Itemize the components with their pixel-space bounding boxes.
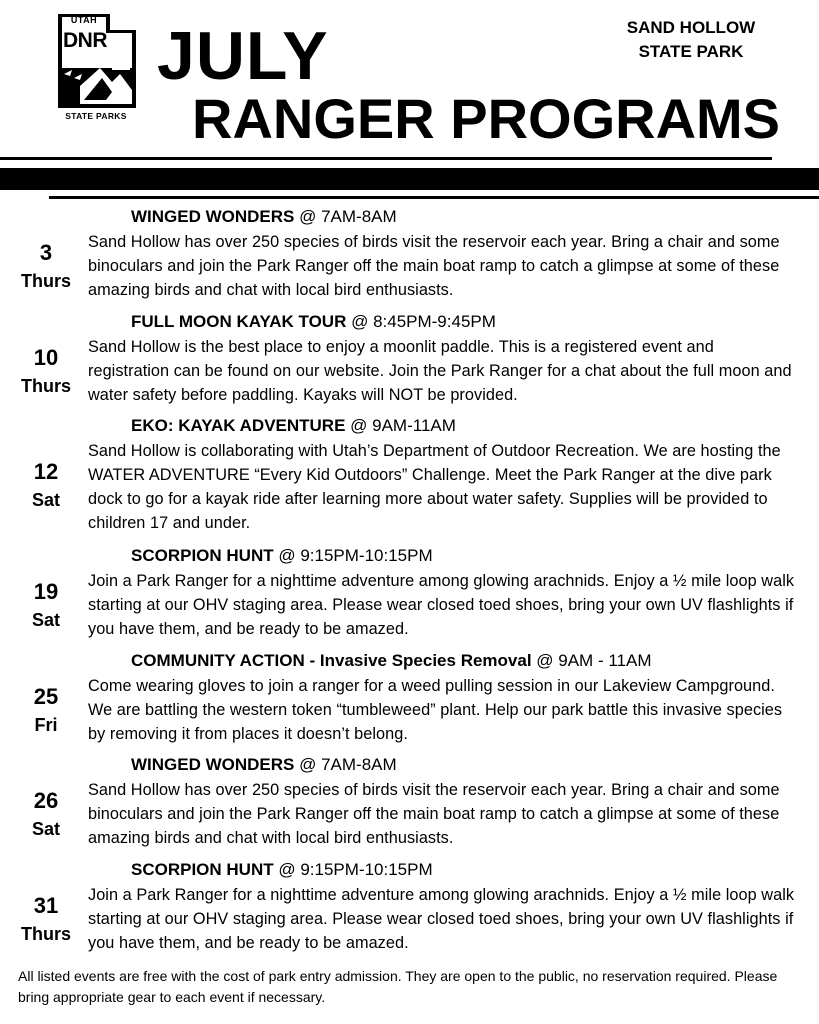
utah-state-outline-icon xyxy=(54,12,138,112)
event-name: WINGED WONDERS xyxy=(131,207,295,226)
logo-bottom-text: STATE PARKS xyxy=(65,111,127,121)
event-item xyxy=(0,858,819,963)
event-time: @ 9AM - 11AM xyxy=(531,650,652,670)
event-day-number: 25 xyxy=(33,683,59,709)
event-day-number: 10 xyxy=(33,344,59,370)
event-item xyxy=(0,414,819,544)
park-name-line2: STATE PARK xyxy=(638,42,744,61)
event-date xyxy=(0,458,92,514)
event-weekday: Sat xyxy=(31,819,60,839)
utah-dnr-state-parks-logo xyxy=(54,12,138,120)
event-weekday: Thurs xyxy=(20,375,71,396)
event-name: SCORPION HUNT xyxy=(131,859,274,879)
event-day-number: 12 xyxy=(33,459,59,484)
event-weekday: Thurs xyxy=(20,271,71,291)
event-item xyxy=(0,649,819,754)
event-title xyxy=(131,205,397,229)
event-item xyxy=(0,310,819,415)
event-name: WINGED WONDERS xyxy=(131,755,295,774)
event-weekday: Thurs xyxy=(20,923,71,944)
footer-note: All listed events are free with the cost of park entry admission. They are open to the public, no reservation required. Please bring appropriate gear to each event if necessary. xyxy=(18,968,778,1005)
event-weekday: Fri xyxy=(34,714,58,735)
event-time: @ 9:15PM-10:15PM xyxy=(273,859,433,879)
event-description: Sand Hollow is collaborating with Utah’s Department of Outdoor Recreation. We are hosting the WATER ADVENTURE “Every Kid Outdoors” Challenge. Meet the Park Ranger at the dive park dock to go for a kayak ride after learning more about water safety. Supplies will be provided to children 17 and under. xyxy=(88,442,781,532)
header-divider-thick xyxy=(0,168,819,190)
event-time: @ 7AM-8AM xyxy=(294,755,397,774)
logo-top-text: UTAH xyxy=(70,15,98,25)
event-item xyxy=(0,205,819,310)
park-name xyxy=(601,16,781,64)
event-date xyxy=(0,683,92,739)
park-name-line1: SAND HOLLOW xyxy=(626,18,756,37)
event-description: Sand Hollow has over 250 species of birds visit the reservoir each year. Bring a chair and some binoculars and join the Park Ranger off the main boat ramp to catch a glimpse at some of these amazing birds and chat with local bird enthusiasts. xyxy=(88,781,780,847)
event-date xyxy=(0,578,92,634)
header-divider-thin-top xyxy=(0,157,772,160)
event-day-number: 19 xyxy=(33,579,59,604)
event-title xyxy=(131,753,397,777)
event-description: Join a Park Ranger for a nighttime adventure among glowing arachnids. Enjoy a ½ mile loop walk starting at our OHV staging area. Please wear closed toed shoes, bring your own UV flashlights if you have them, and be ready to be amazed. xyxy=(88,572,795,638)
event-description: Sand Hollow is the best place to enjoy a moonlit paddle. This is a registered event and registration can be found on our website. Join the Park Ranger for a chat about the full moon and water safety before paddling. Kayaks will NOT be provided. xyxy=(88,337,792,404)
event-weekday: Sat xyxy=(31,610,60,630)
page-title: RANGER PROGRAMS xyxy=(192,87,781,150)
event-time: @ 8:45PM-9:45PM xyxy=(346,311,496,331)
event-name: SCORPION HUNT xyxy=(131,546,274,565)
page-title-month: JULY xyxy=(157,18,329,94)
event-description: Sand Hollow has over 250 species of birds visit the reservoir each year. Bring a chair and some binoculars and join the Park Ranger off the main boat ramp to catch a glimpse at some of these amazing birds and chat with local bird enthusiasts. xyxy=(88,233,780,299)
event-time: @ 9:15PM-10:15PM xyxy=(273,546,433,565)
event-list xyxy=(0,205,819,962)
event-item xyxy=(0,544,819,649)
event-title xyxy=(131,649,651,673)
logo-main-text: DNR xyxy=(63,29,107,52)
event-name: FULL MOON KAYAK TOUR xyxy=(131,311,347,331)
header-divider-thin-bottom xyxy=(49,196,819,199)
event-weekday: Sat xyxy=(31,490,60,510)
event-date xyxy=(0,239,92,295)
event-description: Join a Park Ranger for a nighttime adventure among glowing arachnids. Enjoy a ½ mile loop walk starting at our OHV staging area. Please wear closed toed shoes, bring your own UV flashlights if you have them, and be ready to be amazed. xyxy=(88,885,795,952)
event-title xyxy=(131,310,496,334)
event-title xyxy=(131,544,433,568)
event-title xyxy=(131,858,433,882)
event-date xyxy=(0,892,92,948)
event-time: @ 7AM-8AM xyxy=(294,207,397,226)
event-day-number: 26 xyxy=(33,788,59,813)
event-name: COMMUNITY ACTION - Invasive Species Removal xyxy=(131,650,532,670)
event-day-number: 31 xyxy=(33,892,59,918)
event-title xyxy=(131,414,456,438)
event-item xyxy=(0,753,819,858)
event-name: EKO: KAYAK ADVENTURE xyxy=(131,416,346,435)
event-date xyxy=(0,344,92,400)
event-description: Come wearing gloves to join a ranger for a weed pulling session in our Lakeview Campground. We are battling the western token “tumbleweed” plant. Help our park battle this invasive species by removing it from places it doesn’t belong. xyxy=(88,676,783,743)
event-date xyxy=(0,787,92,843)
event-time: @ 9AM-11AM xyxy=(345,416,456,435)
event-day-number: 3 xyxy=(39,240,53,265)
